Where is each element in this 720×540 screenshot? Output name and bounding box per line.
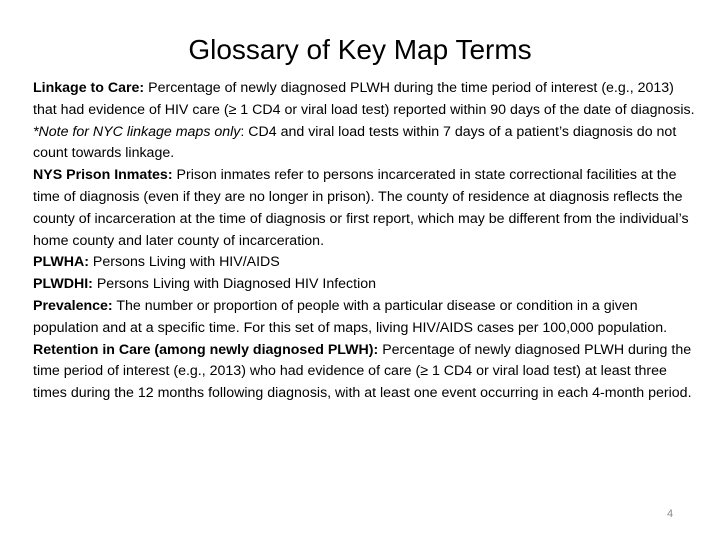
glossary-list (33, 78, 697, 405)
glossary-note-text: : CD4 and viral load tests within 7 days of a patient’s diagnosis do not count towards linkage. (33, 123, 677, 162)
glossary-note-label: *Note for NYC linkage maps only (33, 123, 241, 140)
glossary-term: Prevalence: (33, 297, 113, 314)
glossary-entry-linkage-to-care (33, 78, 697, 165)
glossary-definition: Percentage of newly diagnosed PLWH during the time period of interest (e.g., 2013) who had evidence of care (≥ 1 CD4 or viral load test) at least three times during the 12 months following diagnosis, with at least one event occurring in each 4-month period. (33, 341, 692, 402)
glossary-definition: Persons Living with HIV/AIDS (88, 254, 280, 271)
glossary-definition: The number or proportion of people with a particular disease or condition in a given population and at a specific time. For this set of maps, living HIV/AIDS cases per 100,000 population. (33, 297, 668, 336)
glossary-entry-prevalence (33, 296, 697, 340)
glossary-definition: Persons Living with Diagnosed HIV Infection (92, 276, 377, 293)
page-number: 4 (667, 508, 674, 520)
glossary-entry-plwdhi (33, 274, 697, 296)
glossary-term: Retention in Care (among newly diagnosed PLWH): (33, 341, 379, 358)
glossary-term: PLWHA: (33, 254, 89, 271)
glossary-entry-retention-in-care (33, 340, 697, 405)
glossary-definition: Prison inmates refer to persons incarcerated in state correctional facilities at the time of diagnosis (even if they are no longer in prison). The county of residence at diagnosis reflects the county of incarceration at the time of diagnosis or first report, which may be different from the individual’s home county and later county of incarceration. (33, 167, 689, 249)
glossary-term: PLWDHI: (33, 276, 93, 293)
glossary-entry-nys-prison-inmates (33, 165, 697, 252)
glossary-term: NYS Prison Inmates: (33, 167, 173, 184)
page-title: Glossary of Key Map Terms (188, 33, 532, 65)
glossary-entry-plwha (33, 252, 697, 274)
glossary-definition: Percentage of newly diagnosed PLWH during the time period of interest (e.g., 2013) that had evidence of HIV care (≥ 1 CD4 or viral load test) reported within 90 days of the date of diagnosis. (33, 80, 695, 118)
glossary-term: Linkage to Care: (33, 80, 145, 96)
